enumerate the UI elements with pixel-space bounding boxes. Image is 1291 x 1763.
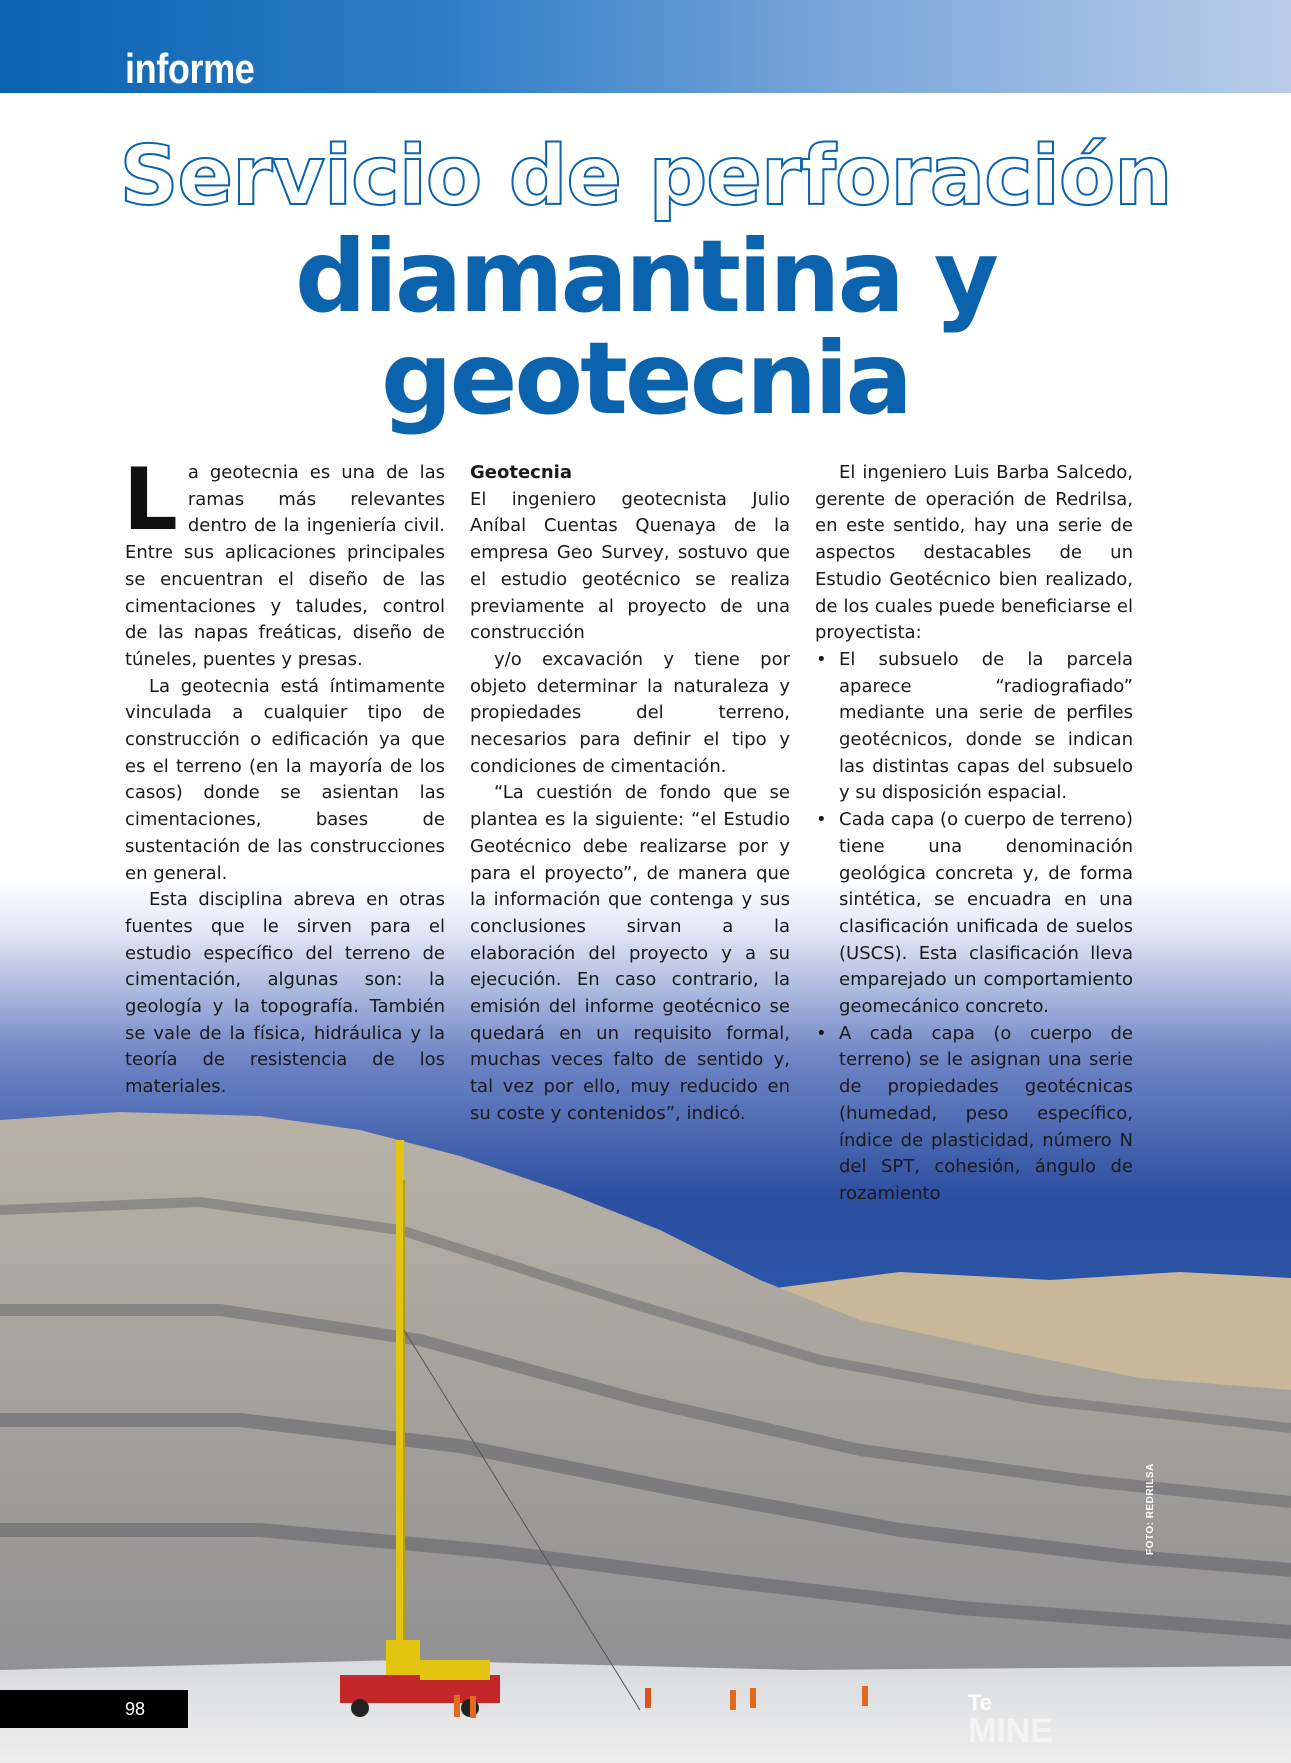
column-1 <box>123 450 445 1101</box>
list-item: • A cada capa (o cuerpo de terreno) se le asignan una serie de propiedades geotécnicas (humedad, peso específico, índice de plasticidad, número N del SPT, cohesión, ángulo de rozamiento <box>815 1021 1133 1208</box>
svg-text:MINE: MINE <box>968 1712 1053 1746</box>
intro-text: a geotecnia es una de las ramas más relevantes dentro de la ingeniería civil. Entre sus aplicaciones principales se encuentran el diseño de las cimentaciones y taludes, control de las napas freáticas, diseño de túneles, puentes y presas. <box>125 462 445 670</box>
section-label: informe <box>125 45 255 92</box>
article-body <box>0 450 1291 1204</box>
bullet-list <box>815 647 1133 1208</box>
paragraph: El ingeniero geotecnista Julio Aníbal Cuentas Quenaya de la empresa Geo Survey, sostuvo que el estudio geotécnico se realiza previamente al proyecto de una construcción <box>470 488 790 644</box>
page-number: 98 <box>0 1690 188 1728</box>
paragraph: El ingeniero Luis Barba Salcedo, gerente de operación de Redrilsa, en este sentido, hay una serie de aspectos destacables de un Estudio Geotécnico bien realizado, de los cuales puede beneficiarse el proyectista: <box>815 462 1133 644</box>
title-line-main-2: geotecnia <box>381 320 910 437</box>
title-line-outline: Servicio de perforación <box>119 129 1172 224</box>
column-3 <box>815 460 1133 1208</box>
title-line-main: diamantina y <box>295 218 996 335</box>
paragraph: “La cuestión de fondo que se plantea es la siguiente: “el Estudio Geotécnico debe realizarse por y para el proyecto”, de manera que la información que contenga y sus conclusiones sirvan a la elaboración del proyecto y a su ejecución. En caso contrario, la emisión del informe geotécnico se quedará en un requisito formal, muchas veces falto de sentido y, tal vez por ello, muy reducido en su coste y contenidos”, indicó. <box>470 782 790 1124</box>
list-item: • El subsuelo de la parcela aparece “radiografiado” mediante una serie de perfiles geotécnicos, donde se indican las distintas capas del subsuelo y su disposición espacial. <box>815 647 1133 807</box>
intro-paragraph <box>123 450 445 674</box>
photo-credit: FOTO: REDRILSA <box>1145 1463 1156 1555</box>
magazine-logo <box>968 1686 1148 1746</box>
article-title <box>0 128 1291 437</box>
paragraph: Esta disciplina abreva en otras fuentes que le sirven para el estudio específico del terreno de cimentación, algunas son: la geología y la topografía. También se vale de la física, hidráulica y la teoría de resistencia de los materiales. <box>125 889 445 1098</box>
paragraph: y/o excavación y tiene por objeto determinar la naturaleza y propiedades del terreno, necesarios para definir el tipo y condiciones de cimentación. <box>470 648 790 777</box>
column-2 <box>470 460 790 1128</box>
subheading: Geotecnia <box>470 462 572 483</box>
svg-text:Te: Te <box>968 1690 993 1715</box>
list-item: • Cada capa (o cuerpo de terreno) tiene una denominación geológica concreta y, de forma sintética, se encuadra en una clasificación unificada de suelos (USCS). Esta clasificación lleva emparejado un comportamiento geomecánico concreto. <box>815 807 1133 1021</box>
drop-cap: L <box>123 450 178 550</box>
paragraph: La geotecnia está íntimamente vinculada a cualquier tipo de construcción o edificación ya que es el terreno (en la mayoría de los casos) donde se asientan las cimentaciones, bases de sustentación de las construcciones en general. <box>125 675 445 884</box>
